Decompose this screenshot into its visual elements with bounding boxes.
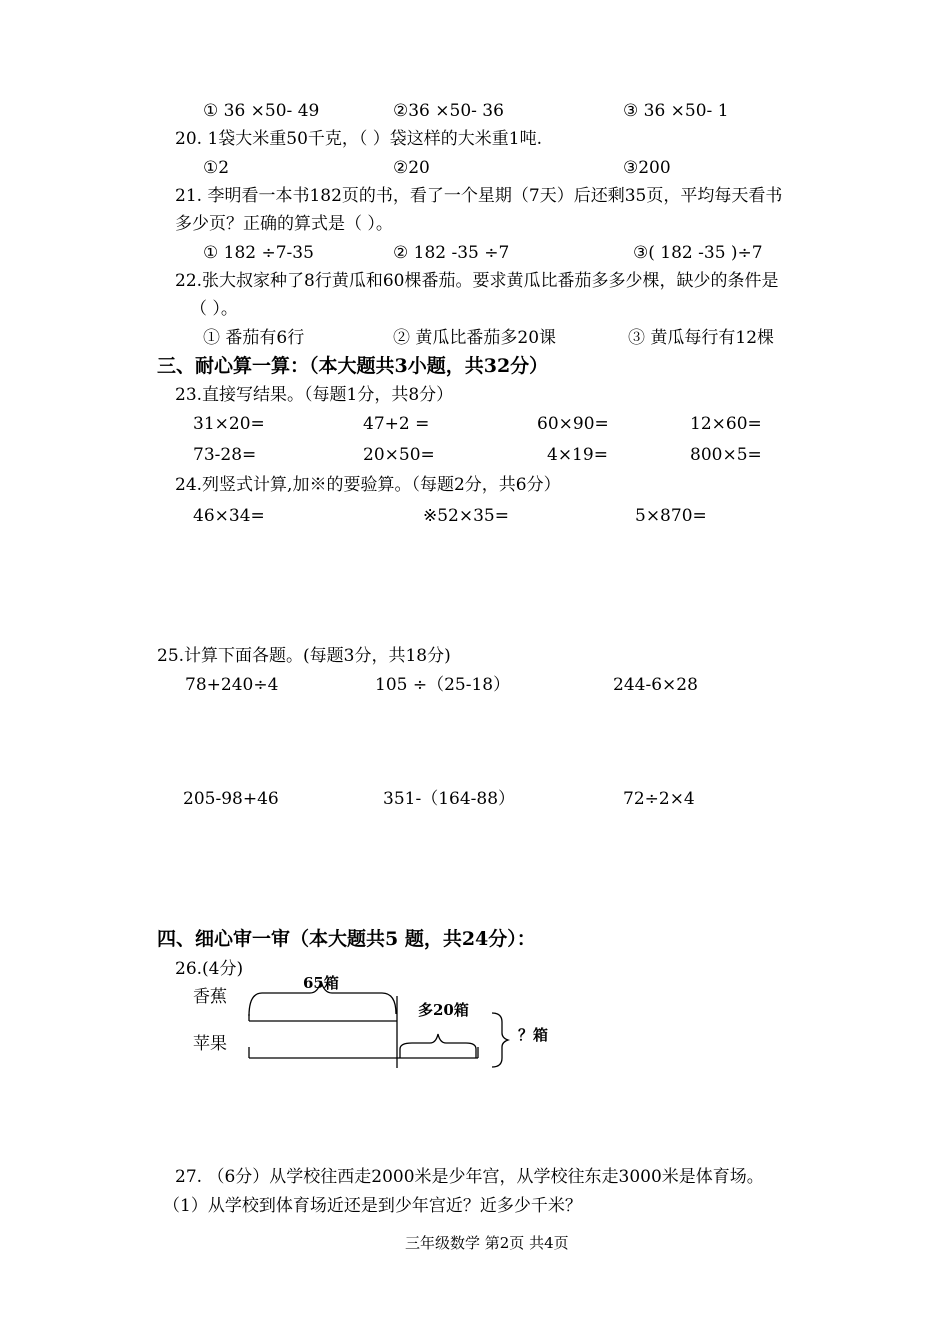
q25-item: 105 ÷（25-18）	[375, 675, 511, 695]
q23-item: 60×90=	[537, 414, 609, 434]
q23-item: 4×19=	[547, 445, 608, 465]
q26-title: 26.(4分)	[175, 959, 244, 979]
q26-apple-label: 苹果	[193, 1034, 227, 1054]
q26-more20-label: 多20箱	[418, 1001, 469, 1019]
q19-option-2: ②36 ×50- 36	[393, 101, 504, 121]
q23-item: 47+2 =	[363, 414, 430, 434]
q23-title: 23.直接写结果。（每题1分，共8分）	[175, 385, 454, 405]
q23-item: 31×20=	[193, 414, 265, 434]
q24-item: ※52×35=	[423, 506, 509, 526]
q27-title: 27. （6分）从学校往西走2000米是少年宫，从学校往东走3000米是体育场。	[175, 1167, 764, 1187]
brace-total	[492, 1013, 508, 1067]
q24-title: 24.列竖式计算,加※的要验算。（每题2分，共6分）	[175, 475, 561, 495]
q20-option-2: ②20	[393, 158, 430, 178]
brace-more20	[400, 1034, 476, 1058]
q21-question-line1: 21. 李明看一本书182页的书，看了一个星期（7天）后还剩35页，平均每天看书	[175, 186, 783, 206]
q20-question: 20. 1袋大米重50千克，（ ）袋这样的大米重1吨.	[175, 129, 543, 149]
q21-option-2: ② 182 -35 ÷7	[393, 243, 510, 263]
q22-question-line2: （ ）。	[190, 299, 238, 319]
q25-title: 25.计算下面各题。(每题3分，共18分)	[157, 646, 451, 666]
q25-item: 78+240÷4	[185, 675, 279, 695]
q26-total-label: ？箱	[518, 1026, 549, 1044]
q21-option-3: ③( 182 -35 )÷7	[633, 243, 763, 263]
q25-item: 72÷2×4	[623, 789, 695, 809]
q21-option-1: ① 182 ÷7-35	[203, 243, 314, 263]
q22-option-1: ① 番茄有6行	[203, 328, 305, 348]
q24-item: 5×870=	[635, 506, 707, 526]
q26-65-label: 65箱	[303, 974, 339, 992]
q20-option-3: ③200	[623, 158, 671, 178]
q22-option-2: ② 黄瓜比番茄多20课	[393, 328, 557, 348]
q27-sub1: （1）从学校到体育场近还是到少年宫近？近多少千米？	[163, 1196, 582, 1216]
section-3-title: 三、耐心算一算：（本大题共3小题，共32分）	[157, 355, 549, 377]
q25-item: 205-98+46	[183, 789, 279, 809]
q23-item: 20×50=	[363, 445, 435, 465]
q23-item: 73-28=	[193, 445, 257, 465]
q24-item: 46×34=	[193, 506, 265, 526]
q22-option-3: ③ 黄瓜每行有12棵	[628, 328, 775, 348]
q25-item: 244-6×28	[613, 675, 698, 695]
q23-item: 800×5=	[690, 445, 762, 465]
q25-item: 351-（164-88）	[383, 789, 516, 809]
q19-option-3: ③ 36 ×50- 1	[623, 101, 729, 121]
q26-banana-label: 香蕉	[193, 987, 227, 1007]
page-footer: 三年级数学 第2页 共4页	[405, 1234, 569, 1252]
q19-option-1: ① 36 ×50- 49	[203, 101, 320, 121]
q22-question-line1: 22.张大叔家种了8行黄瓜和60棵番茄。要求黄瓜比番茄多多少棵，缺少的条件是	[175, 271, 779, 291]
q23-item: 12×60=	[690, 414, 762, 434]
section-4-title: 四、细心审一审（本大题共5 题，共24分）：	[157, 928, 536, 950]
q21-question-line2: 多少页？正确的算式是（ ）。	[175, 214, 393, 234]
q20-option-1: ①2	[203, 158, 230, 178]
brace-65	[249, 981, 396, 1016]
